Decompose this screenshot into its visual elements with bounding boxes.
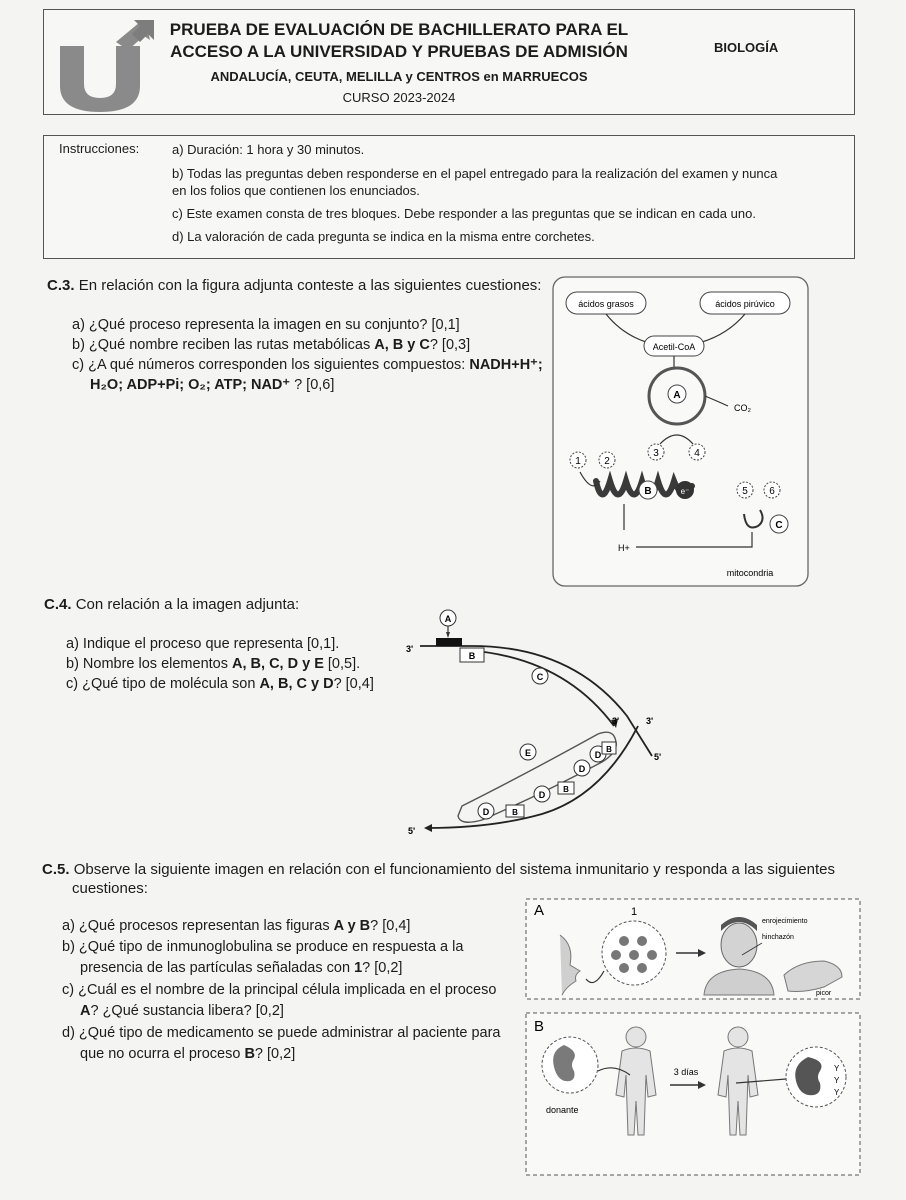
c3-qc2-bold: H₂O; ADP+Pi; O₂; ATP; NAD⁺ [90,377,291,393]
c3-qc-bold: NADH+H⁺; [469,357,543,373]
c4-qc [66,676,374,692]
c3-qc-line2 [90,377,334,393]
c3-figure-mitochondria [552,276,810,588]
label-1: 1 [575,456,581,467]
instruction-d: d) La valoración de cada pregunta se indica en la misma entre corchetes. [172,229,595,244]
c4-question [44,596,299,613]
c5-title-line2: cuestiones: [72,880,148,897]
antibody-y-2: Y [834,1076,840,1085]
c5-qc2-post: ? ¿Qué sustancia libera? [0,2] [90,1003,284,1019]
c4-qb [66,656,360,672]
dna-strand [420,646,652,756]
c5-title-line1: Observe la siguiente imagen en relación con el funcionamiento del sistema inmunitario y responda a las siguientes [73,861,835,878]
c4-qc-pre: c) ¿Qué tipo de molécula son [66,676,260,692]
c4-end-3c: 3' [646,716,654,726]
label-6: 6 [769,486,775,497]
three-days-label: 3 días [673,1067,699,1077]
c4-end-3a: 3' [406,644,414,654]
c4-label-d3: D [578,764,586,774]
c4-qc-post: ? [0,4] [333,676,374,692]
co2-label: CO₂ [734,403,751,413]
particle-label-1: 1 [630,906,638,918]
itch-label: picor [816,990,832,997]
c4-qb-post: [0,5]. [323,656,361,672]
panel-a-label: A [534,902,545,919]
fatty-acids-label: ácidos grasos [578,299,634,309]
c4-figure-transcription [402,606,672,838]
acetyl-coa-label: Acetil-CoA [652,342,696,352]
label-5: 5 [742,486,748,497]
label-a-krebs: A [673,390,681,401]
c3-qb [72,337,470,353]
c3-qc2-post: ? [0,6] [290,377,335,393]
instructions-box [43,135,855,259]
c5-qa-post: ? [0,4] [370,918,411,934]
c4-label-b3: B [606,745,612,754]
c5-qd2-pre: que no ocurra el proceso [80,1046,245,1062]
c4-label-b1: B [512,808,518,817]
header-course: CURSO 2023-2024 [342,90,456,105]
header-title-line2: ACCESO A LA UNIVERSIDAD Y PRUEBAS DE ADMISIÓN [170,42,628,61]
c3-question [47,277,541,294]
c5-qb2-pre: presencia de las partículas señaladas con [80,960,355,976]
c4-label-c: C [536,672,544,682]
c5-figure-immune [524,895,864,1180]
instruction-a: a) Duración: 1 hora y 30 minutos. [172,142,365,157]
c4-label-d1: D [482,807,490,817]
instruction-c: c) Este examen consta de tres bloques. Debe responder a las preguntas que se indican en cada uno. [172,206,756,221]
c3-qb-bold: A, B y C [374,337,430,353]
c4-label-a: A [444,614,452,624]
c4-label-d2: D [538,790,546,800]
c3-qc [72,357,543,373]
fatty-acids-box [566,292,646,314]
c5-qd: d) ¿Qué tipo de medicamento se puede administrar al paciente para [62,1025,501,1041]
instructions-label: Instrucciones: [59,141,140,156]
c5-number: C.5. [42,861,70,878]
c5-qc-line2 [80,1003,284,1019]
label-4: 4 [694,448,700,459]
swelling-label: hinchazón [762,934,794,941]
c4-qa: a) Indique el proceso que representa [0,1]. [66,636,340,652]
header-title-line1: PRUEBA DE EVALUACIÓN DE BACHILLERATO PARA EL [169,20,629,39]
instruction-b: b) Todas las preguntas deben responderse en el papel entregado para la realización del examen y nunca [172,166,778,181]
c3-title: En relación con la figura adjunta conteste a las siguientes cuestiones: [78,277,542,294]
c3-qb-pre: b) ¿Qué nombre reciben las rutas metabólicas [72,337,375,353]
c5-qd2-bold: B [244,1046,255,1062]
pyruvic-acid-label: ácidos pirúvico [715,299,775,309]
h-plus-label: H+ [618,543,630,553]
c5-qa-pre: a) ¿Qué procesos representan las figuras [62,918,334,934]
c4-label-b-top: B [468,651,476,661]
c5-question [42,861,835,878]
panel-b-label: B [534,1018,545,1035]
c5-qb2-bold: 1 [354,960,363,976]
c5-qb2-post: ? [0,2] [362,960,403,976]
c5-qc: c) ¿Cuál es el nombre de la principal célula implicada en el proceso [62,982,497,998]
label-b-chain: B [644,486,652,497]
c4-number: C.4. [44,596,72,613]
label-2: 2 [604,456,610,467]
c4-end-5b: 5' [408,826,416,836]
c5-qd2-post: ? [0,2] [254,1046,296,1062]
c4-end-5a: 5' [654,752,662,762]
c3-qa: a) ¿Qué proceso representa la imagen en su conjunto? [0,1] [72,317,460,333]
c3-number: C.3. [47,277,75,294]
c3-qc-pre: c) ¿A qué números corresponden los siguientes compuestos: [72,357,470,373]
c4-label-b2: B [563,785,569,794]
antibody-y-3: Y [834,1088,840,1097]
c4-qb-pre: b) Nombre los elementos [66,656,233,672]
redness-label: enrojecimiento [762,918,808,925]
c5-qa-bold: A y B [333,918,371,934]
c5-qd-line2 [80,1046,295,1062]
instruction-b-cont: en los folios que contienen los enunciados. [172,183,420,198]
c4-qc-bold: A, B, C y D [259,676,334,692]
header-region: ANDALUCÍA, CEUTA, MELILLA y CENTROS en MARRUECOS [210,69,588,84]
c3-qb-post: ? [0,3] [429,337,471,353]
c4-end-3b: 3' [612,716,620,726]
c5-qb-line2 [80,960,402,976]
c5-qb: b) ¿Qué tipo de inmunoglobulina se produce en respuesta a la [62,939,464,955]
pyruvic-acid-box [700,292,790,314]
c4-qb-bold: A, B, C, D y E [232,656,324,672]
header-box [43,9,855,115]
c5-qa [62,918,410,934]
c5-qc2-bold: A [80,1003,91,1019]
donor-label: donante [546,1105,579,1115]
label-c-synthase: C [775,520,783,531]
c4-title: Con relación a la imagen adjunta: [75,596,300,613]
antibody-y-1: Y [834,1064,840,1073]
electron-label: e⁻ [680,487,690,496]
c4-label-e: E [524,748,532,758]
subject-label: BIOLOGÍA [714,40,779,55]
mitochondria-label: mitocondria [726,568,774,578]
acetyl-coa-box [644,336,704,356]
label-3: 3 [653,448,659,459]
c4-label-d4: D [594,750,602,760]
